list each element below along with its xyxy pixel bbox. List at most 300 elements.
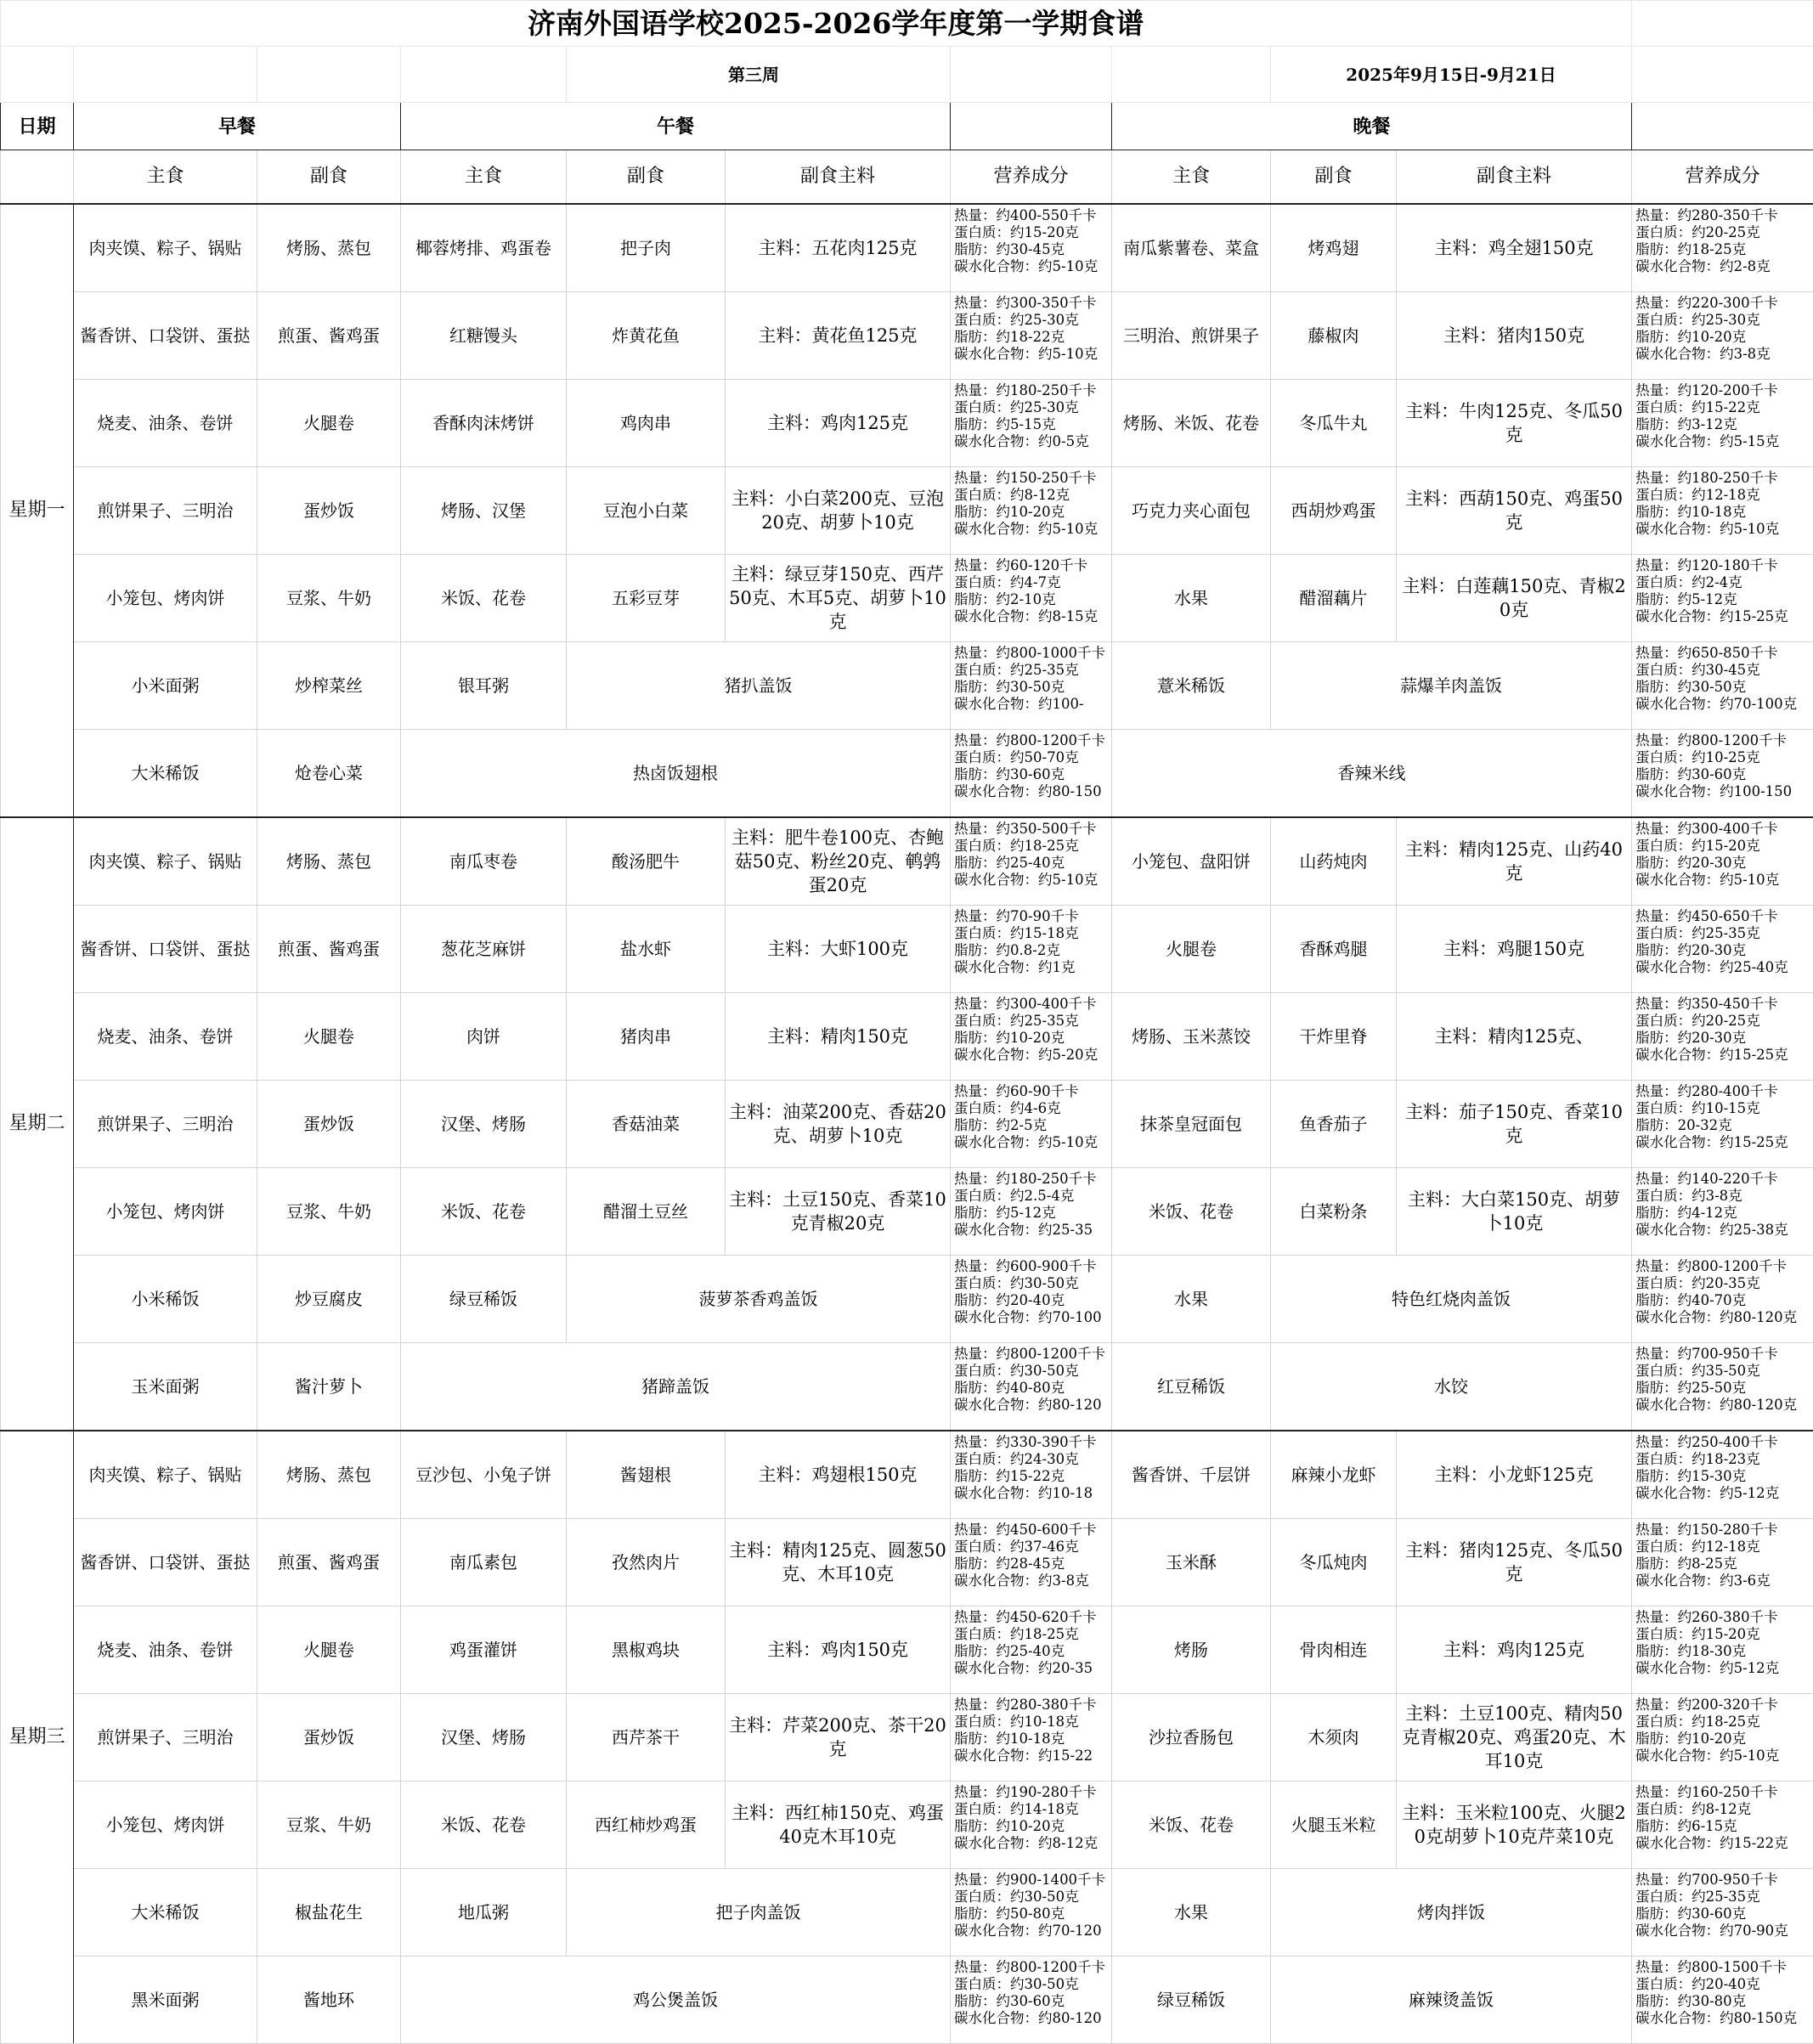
lunch-ingredients: 主料：鸡肉150克 [726, 1606, 951, 1694]
nutrition-line: 脂肪：约30-50克 [954, 679, 1110, 696]
nutrition-line: 脂肪：约18-25克 [1635, 241, 1811, 258]
empty-cell [951, 47, 1112, 103]
menu-row [1, 1256, 1813, 1343]
lunch-nutrition [951, 1694, 1112, 1781]
nutrition-line: 碳水化合物：约0-5克 [954, 433, 1110, 450]
nutrition-line: 碳水化合物：约3-8克 [954, 1573, 1110, 1589]
lunch-nutrition [951, 906, 1112, 993]
lunch-ingredients: 主料：黄花鱼125克 [726, 292, 951, 380]
dinner-main: 火腿卷 [1112, 906, 1271, 993]
breakfast-main: 酱香饼、口袋饼、蛋挞 [74, 292, 257, 380]
empty-cell [1632, 47, 1813, 103]
day-label: 星期二 [1, 817, 74, 1431]
nutrition-line: 热量：约150-280千卡 [1635, 1522, 1811, 1539]
nutrition-line: 热量：约800-1500千卡 [1635, 1959, 1811, 1976]
dinner-side: 冬瓜牛丸 [1271, 380, 1397, 467]
nutrition-line: 蛋白质：约25-35克 [1635, 925, 1811, 942]
lunch-nutrition [951, 730, 1112, 818]
dinner-nutrition [1632, 1694, 1813, 1781]
dinner-main: 水果 [1112, 555, 1271, 642]
dinner-nutrition [1632, 467, 1813, 555]
nutrition-line: 热量：约180-250千卡 [954, 382, 1110, 399]
nutrition-line: 蛋白质：约12-18克 [1635, 1539, 1811, 1556]
nutrition-line: 碳水化合物：约5-10克 [954, 521, 1110, 538]
nutrition-line: 脂肪：约28-45克 [954, 1556, 1110, 1573]
dinner-ingredients-header: 副食主料 [1397, 150, 1632, 205]
nutrition-line: 脂肪：约30-45克 [954, 241, 1110, 258]
nutrition-line: 脂肪：约30-60克 [954, 766, 1110, 783]
lunch-combo: 猪蹄盖饭 [401, 1343, 951, 1431]
lunch-nutrition [951, 1256, 1112, 1343]
menu-row [1, 1956, 1813, 2044]
nutrition-line: 热量：约800-1200千卡 [954, 1959, 1110, 1976]
nutrition-line: 热量：约260-380千卡 [1635, 1609, 1811, 1626]
dinner-nutrition [1632, 1168, 1813, 1256]
breakfast-side: 火腿卷 [257, 993, 401, 1081]
menu-row [1, 380, 1813, 467]
nutrition-line: 蛋白质：约15-18克 [954, 925, 1110, 942]
breakfast-main: 小笼包、烤肉饼 [74, 1781, 257, 1869]
nutrition-line: 碳水化合物：约3-6克 [1635, 1573, 1811, 1589]
nutrition-line: 脂肪：约25-50克 [1635, 1380, 1811, 1397]
nutrition-line: 碳水化合物：约5-12克 [1635, 1485, 1811, 1502]
lunch-nutrition [951, 817, 1112, 906]
menu-row [1, 993, 1813, 1081]
lunch-ingredients: 主料：精肉150克 [726, 993, 951, 1081]
nutrition-line: 碳水化合物：约15-22 [954, 1748, 1110, 1765]
dinner-ingredients: 主料：精肉125克、山药40克 [1397, 817, 1632, 906]
lunch-combo: 把子肉盖饭 [567, 1869, 951, 1956]
nutrition-line: 碳水化合物：约25-35 [954, 1222, 1110, 1239]
nutrition-line: 热量：约180-250千卡 [1635, 470, 1811, 487]
dinner-main: 水果 [1112, 1869, 1271, 1956]
lunch-ingredients: 主料：油菜200克、香菇20克、胡萝卜10克 [726, 1081, 951, 1168]
dinner-main: 烤肠、玉米蒸饺 [1112, 993, 1271, 1081]
day-label: 星期三 [1, 1431, 74, 2044]
nutrition-line: 热量：约600-900千卡 [954, 1258, 1110, 1275]
nutrition-line: 碳水化合物：约100-150 [1635, 783, 1811, 800]
dinner-combo: 香辣米线 [1112, 730, 1632, 818]
nutrition-line: 脂肪：20-32克 [1635, 1117, 1811, 1134]
nutrition-line: 热量：约800-1200千卡 [954, 1346, 1110, 1363]
menu-row [1, 292, 1813, 380]
nutrition-line: 蛋白质：约2-4克 [1635, 574, 1811, 591]
lunch-main: 鸡蛋灌饼 [401, 1606, 567, 1694]
nutrition-line: 热量：约450-620千卡 [954, 1609, 1110, 1626]
menu-row [1, 1343, 1813, 1431]
lunch-nutrition [951, 1431, 1112, 1519]
nutrition-line: 热量：约700-950千卡 [1635, 1346, 1811, 1363]
nutrition-line: 碳水化合物：约70-90克 [1635, 1923, 1811, 1940]
nutrition-line: 蛋白质：约37-46克 [954, 1539, 1110, 1556]
lunch-nutrition [951, 380, 1112, 467]
breakfast-side: 豆浆、牛奶 [257, 1781, 401, 1869]
lunch-ingredients: 主料：小白菜200克、豆泡20克、胡萝卜10克 [726, 467, 951, 555]
breakfast-side: 蛋炒饭 [257, 1694, 401, 1781]
dinner-nutrition [1632, 730, 1813, 818]
breakfast-main: 小笼包、烤肉饼 [74, 1168, 257, 1256]
dinner-ingredients: 主料：精肉125克、 [1397, 993, 1632, 1081]
nutrition-line: 热量：约220-300千卡 [1635, 295, 1811, 312]
nutrition-line: 蛋白质：约15-20克 [954, 224, 1110, 241]
dinner-side: 麻辣小龙虾 [1271, 1431, 1397, 1519]
lunch-side: 猪肉串 [567, 993, 726, 1081]
breakfast-side: 炝卷心菜 [257, 730, 401, 818]
lunch-main: 红糖馒头 [401, 292, 567, 380]
dinner-nutrition [1632, 1343, 1813, 1431]
nutrition-line: 碳水化合物：约80-120克 [1635, 1309, 1811, 1326]
nutrition-line: 脂肪：约20-30克 [1635, 942, 1811, 959]
nutrition-line: 热量：约300-400千卡 [1635, 821, 1811, 838]
breakfast-main: 煎饼果子、三明治 [74, 467, 257, 555]
menu-row [1, 555, 1813, 642]
breakfast-main: 小米稀饭 [74, 1256, 257, 1343]
breakfast-side: 煎蛋、酱鸡蛋 [257, 1519, 401, 1606]
nutrition-line: 蛋白质：约10-25克 [1635, 749, 1811, 766]
nutrition-line: 碳水化合物：约15-25克 [1635, 1047, 1811, 1064]
nutrition-line: 脂肪：约15-22克 [954, 1468, 1110, 1485]
nutrition-line: 热量：约280-350千卡 [1635, 207, 1811, 224]
empty-cell [401, 47, 567, 103]
lunch-main: 米饭、花卷 [401, 555, 567, 642]
page-title: 济南外国语学校2025-2026学年度第一学期食谱 [1, 1, 1632, 47]
breakfast-main: 肉夹馍、粽子、锅贴 [74, 817, 257, 906]
nutrition-line: 碳水化合物：约80-120 [954, 2010, 1110, 2027]
menu-row [1, 817, 1813, 906]
lunch-ingredients: 主料：土豆150克、香菜10克青椒20克 [726, 1168, 951, 1256]
nutrition-line: 脂肪：约6-15克 [1635, 1818, 1811, 1835]
nutrition-line: 碳水化合物：约2-8克 [1635, 258, 1811, 275]
dinner-side: 醋溜藕片 [1271, 555, 1397, 642]
nutrition-line: 脂肪：约10-20克 [1635, 329, 1811, 346]
dinner-nutrition-header: 营养成分 [1632, 150, 1813, 205]
nutrition-line: 热量：约190-280千卡 [954, 1784, 1110, 1801]
nutrition-line: 碳水化合物：约5-10克 [1635, 1748, 1811, 1765]
dinner-ingredients: 主料：猪肉125克、冬瓜50克 [1397, 1519, 1632, 1606]
lunch-main: 银耳粥 [401, 642, 567, 730]
lunch-main: 地瓜粥 [401, 1869, 567, 1956]
dinner-nutrition [1632, 993, 1813, 1081]
empty-cell [951, 103, 1112, 150]
nutrition-line: 热量：约800-1000千卡 [954, 645, 1110, 662]
lunch-nutrition [951, 467, 1112, 555]
dinner-ingredients: 主料：牛肉125克、冬瓜50克 [1397, 380, 1632, 467]
nutrition-line: 热量：约800-1200千卡 [954, 732, 1110, 749]
nutrition-line: 热量：约60-90千卡 [954, 1083, 1110, 1100]
dinner-main: 米饭、花卷 [1112, 1781, 1271, 1869]
nutrition-line: 蛋白质：约20-35克 [1635, 1275, 1811, 1292]
lunch-main: 汉堡、烤肠 [401, 1694, 567, 1781]
lunch-side: 香菇油菜 [567, 1081, 726, 1168]
lunch-nutrition [951, 993, 1112, 1081]
nutrition-line: 蛋白质：约30-45克 [1635, 662, 1811, 679]
nutrition-line: 脂肪：约30-60克 [1635, 766, 1811, 783]
nutrition-line: 蛋白质：约30-50克 [954, 1275, 1110, 1292]
breakfast-side: 火腿卷 [257, 380, 401, 467]
dinner-side: 香酥鸡腿 [1271, 906, 1397, 993]
nutrition-line: 热量：约350-500千卡 [954, 821, 1110, 838]
menu-row [1, 1519, 1813, 1606]
lunch-side: 酱翅根 [567, 1431, 726, 1519]
breakfast-side: 烤肠、蒸包 [257, 204, 401, 292]
dinner-nutrition [1632, 380, 1813, 467]
nutrition-line: 蛋白质：约20-25克 [1635, 224, 1811, 241]
menu-row [1, 1869, 1813, 1956]
nutrition-line: 热量：约800-1200千卡 [1635, 1258, 1811, 1275]
lunch-nutrition [951, 204, 1112, 292]
nutrition-line: 脂肪：约4-12克 [1635, 1205, 1811, 1222]
nutrition-line: 热量：约60-120千卡 [954, 557, 1110, 574]
nutrition-line: 蛋白质：约30-50克 [954, 1363, 1110, 1380]
nutrition-line: 热量：约120-200千卡 [1635, 382, 1811, 399]
lunch-nutrition-header: 营养成分 [951, 150, 1112, 205]
lunch-ingredients: 主料：鸡肉125克 [726, 380, 951, 467]
nutrition-line: 蛋白质：约25-30克 [1635, 312, 1811, 329]
breakfast-main: 黑米面粥 [74, 1956, 257, 2044]
nutrition-line: 脂肪：约10-18克 [1635, 504, 1811, 521]
nutrition-line: 蛋白质：约18-25克 [954, 1626, 1110, 1643]
nutrition-line: 碳水化合物：约25-38克 [1635, 1222, 1811, 1239]
nutrition-line: 热量：约300-350千卡 [954, 295, 1110, 312]
breakfast-side: 烤肠、蒸包 [257, 1431, 401, 1519]
date-range: 2025年9月15日-9月21日 [1271, 47, 1632, 103]
menu-row [1, 906, 1813, 993]
lunch-side: 盐水虾 [567, 906, 726, 993]
breakfast-side: 炒豆腐皮 [257, 1256, 401, 1343]
breakfast-main: 烧麦、油条、卷饼 [74, 1606, 257, 1694]
menu-row [1, 730, 1813, 818]
nutrition-line: 碳水化合物：约80-120 [954, 1397, 1110, 1414]
nutrition-line: 碳水化合物：约3-8克 [1635, 346, 1811, 363]
breakfast-side: 椒盐花生 [257, 1869, 401, 1956]
breakfast-main: 煎饼果子、三明治 [74, 1081, 257, 1168]
nutrition-line: 脂肪：约50-80克 [954, 1906, 1110, 1923]
dinner-ingredients: 主料：白莲藕150克、青椒20克 [1397, 555, 1632, 642]
nutrition-line: 热量：约280-400千卡 [1635, 1083, 1811, 1100]
lunch-side: 孜然肉片 [567, 1519, 726, 1606]
dinner-main: 水果 [1112, 1256, 1271, 1343]
dinner-main: 绿豆稀饭 [1112, 1956, 1271, 2044]
breakfast-side: 酱地环 [257, 1956, 401, 2044]
dinner-ingredients: 主料：鸡肉125克 [1397, 1606, 1632, 1694]
nutrition-line: 脂肪：约20-30克 [1635, 1030, 1811, 1047]
breakfast-header: 早餐 [74, 103, 401, 150]
nutrition-line: 碳水化合物：约10-18 [954, 1485, 1110, 1502]
nutrition-line: 碳水化合物：约5-15克 [1635, 433, 1811, 450]
nutrition-line: 蛋白质：约25-30克 [954, 399, 1110, 416]
nutrition-line: 脂肪：约10-20克 [954, 504, 1110, 521]
nutrition-line: 脂肪：约30-80克 [1635, 1993, 1811, 2010]
nutrition-line: 脂肪：约20-40克 [954, 1292, 1110, 1309]
empty-cell [1632, 1, 1813, 47]
lunch-nutrition [951, 555, 1112, 642]
dinner-main: 酱香饼、千层饼 [1112, 1431, 1271, 1519]
lunch-main: 烤肠、汉堡 [401, 467, 567, 555]
dinner-ingredients: 主料：大白菜150克、胡萝卜10克 [1397, 1168, 1632, 1256]
nutrition-line: 蛋白质：约18-25克 [954, 838, 1110, 855]
nutrition-line: 碳水化合物：约15-22克 [1635, 1835, 1811, 1852]
nutrition-line: 蛋白质：约24-30克 [954, 1451, 1110, 1468]
lunch-nutrition [951, 292, 1112, 380]
nutrition-line: 脂肪：约30-60克 [954, 1993, 1110, 2010]
week-label: 第三周 [567, 47, 951, 103]
lunch-main: 香酥肉沫烤饼 [401, 380, 567, 467]
nutrition-line: 脂肪：约18-22克 [954, 329, 1110, 346]
dinner-side: 干炸里脊 [1271, 993, 1397, 1081]
lunch-nutrition [951, 1869, 1112, 1956]
nutrition-line: 脂肪：约25-40克 [954, 855, 1110, 872]
lunch-main-header: 主食 [401, 150, 567, 205]
lunch-side: 酸汤肥牛 [567, 817, 726, 906]
dinner-ingredients: 主料：茄子150克、香菜10克 [1397, 1081, 1632, 1168]
breakfast-main: 肉夹馍、粽子、锅贴 [74, 1431, 257, 1519]
lunch-side: 西芹茶干 [567, 1694, 726, 1781]
dinner-main: 烤肠、米饭、花卷 [1112, 380, 1271, 467]
nutrition-line: 碳水化合物：约5-10克 [1635, 521, 1811, 538]
dinner-nutrition [1632, 642, 1813, 730]
nutrition-line: 脂肪：约10-20克 [954, 1818, 1110, 1835]
nutrition-line: 热量：约280-380千卡 [954, 1697, 1110, 1714]
lunch-side: 炸黄花鱼 [567, 292, 726, 380]
lunch-main: 肉饼 [401, 993, 567, 1081]
nutrition-line: 热量：约140-220千卡 [1635, 1171, 1811, 1188]
lunch-nutrition [951, 1168, 1112, 1256]
nutrition-line: 碳水化合物：约5-10克 [954, 258, 1110, 275]
lunch-ingredients: 主料：大虾100克 [726, 906, 951, 993]
dinner-nutrition [1632, 1081, 1813, 1168]
nutrition-line: 脂肪：约3-12克 [1635, 416, 1811, 433]
dinner-main: 小笼包、盘阳饼 [1112, 817, 1271, 906]
nutrition-line: 碳水化合物：约1克 [954, 959, 1110, 976]
breakfast-side: 煎蛋、酱鸡蛋 [257, 906, 401, 993]
nutrition-line: 蛋白质：约18-25克 [1635, 1714, 1811, 1731]
dinner-ingredients: 主料：猪肉150克 [1397, 292, 1632, 380]
dinner-side: 骨肉相连 [1271, 1606, 1397, 1694]
lunch-ingredients-header: 副食主料 [726, 150, 951, 205]
nutrition-line: 碳水化合物：约5-10克 [954, 346, 1110, 363]
nutrition-line: 脂肪：约8-25克 [1635, 1556, 1811, 1573]
dinner-combo: 水饺 [1271, 1343, 1632, 1431]
nutrition-line: 蛋白质：约8-12克 [1635, 1801, 1811, 1818]
breakfast-main: 酱香饼、口袋饼、蛋挞 [74, 906, 257, 993]
lunch-nutrition [951, 1343, 1112, 1431]
breakfast-main: 大米稀饭 [74, 1869, 257, 1956]
nutrition-line: 热量：约900-1400千卡 [954, 1872, 1110, 1889]
dinner-nutrition [1632, 1256, 1813, 1343]
nutrition-line: 蛋白质：约30-50克 [954, 1976, 1110, 1993]
dinner-nutrition [1632, 1956, 1813, 2044]
nutrition-line: 脂肪：约30-60克 [1635, 1906, 1811, 1923]
day-label: 星期一 [1, 204, 74, 817]
nutrition-line: 蛋白质：约18-23克 [1635, 1451, 1811, 1468]
breakfast-main-header: 主食 [74, 150, 257, 205]
empty-cell [1, 47, 74, 103]
nutrition-line: 碳水化合物：约25-40克 [1635, 959, 1811, 976]
nutrition-line: 脂肪：约2-5克 [954, 1117, 1110, 1134]
dinner-side: 西胡炒鸡蛋 [1271, 467, 1397, 555]
nutrition-line: 热量：约700-950千卡 [1635, 1872, 1811, 1889]
menu-row [1, 1168, 1813, 1256]
nutrition-line: 脂肪：约5-12克 [954, 1205, 1110, 1222]
lunch-side-header: 副食 [567, 150, 726, 205]
nutrition-line: 蛋白质：约8-12克 [954, 487, 1110, 504]
nutrition-line: 脂肪：约20-30克 [1635, 855, 1811, 872]
nutrition-line: 碳水化合物：约8-12克 [954, 1835, 1110, 1852]
dinner-nutrition [1632, 1431, 1813, 1519]
dinner-main: 红豆稀饭 [1112, 1343, 1271, 1431]
dinner-nutrition [1632, 906, 1813, 993]
nutrition-line: 热量：约120-180千卡 [1635, 557, 1811, 574]
lunch-nutrition [951, 1606, 1112, 1694]
nutrition-line: 热量：约180-250千卡 [954, 1171, 1110, 1188]
dinner-nutrition [1632, 204, 1813, 292]
menu-row [1, 1606, 1813, 1694]
nutrition-line: 碳水化合物：约100- [954, 696, 1110, 713]
dinner-main: 南瓜紫薯卷、菜盒 [1112, 204, 1271, 292]
menu-row [1, 1081, 1813, 1168]
lunch-ingredients: 主料：芹菜200克、茶干20克 [726, 1694, 951, 1781]
lunch-side: 五彩豆芽 [567, 555, 726, 642]
nutrition-line: 蛋白质：约20-40克 [1635, 1976, 1811, 1993]
nutrition-line: 脂肪：约18-30克 [1635, 1643, 1811, 1660]
breakfast-main: 大米稀饭 [74, 730, 257, 818]
nutrition-line: 脂肪：约30-50克 [1635, 679, 1811, 696]
dinner-nutrition [1632, 1606, 1813, 1694]
dinner-ingredients: 主料：鸡全翅150克 [1397, 204, 1632, 292]
empty-cell [1632, 103, 1813, 150]
dinner-ingredients: 主料：鸡腿150克 [1397, 906, 1632, 993]
nutrition-line: 热量：约160-250千卡 [1635, 1784, 1811, 1801]
nutrition-line: 脂肪：约5-12克 [1635, 591, 1811, 608]
nutrition-line: 蛋白质：约25-35克 [954, 1013, 1110, 1030]
nutrition-line: 碳水化合物：约20-35 [954, 1660, 1110, 1677]
lunch-ingredients: 主料：精肉125克、圆葱50克、木耳10克 [726, 1519, 951, 1606]
nutrition-line: 碳水化合物：约70-100克 [1635, 696, 1811, 713]
nutrition-line: 脂肪：约10-18克 [954, 1731, 1110, 1748]
breakfast-side: 蛋炒饭 [257, 1081, 401, 1168]
dinner-nutrition [1632, 1519, 1813, 1606]
lunch-combo: 热卤饭翅根 [401, 730, 951, 818]
nutrition-line: 碳水化合物：约80-120克 [1635, 1397, 1811, 1414]
nutrition-line: 蛋白质：约50-70克 [954, 749, 1110, 766]
empty-cell [1112, 47, 1271, 103]
lunch-combo: 猪扒盖饭 [567, 642, 951, 730]
nutrition-line: 碳水化合物：约5-12克 [1635, 1660, 1811, 1677]
nutrition-line: 热量：约450-600千卡 [954, 1522, 1110, 1539]
lunch-side: 黑椒鸡块 [567, 1606, 726, 1694]
nutrition-line: 热量：约250-400千卡 [1635, 1434, 1811, 1451]
lunch-main: 汉堡、烤肠 [401, 1081, 567, 1168]
dinner-main: 沙拉香肠包 [1112, 1694, 1271, 1781]
nutrition-line: 蛋白质：约10-18克 [954, 1714, 1110, 1731]
dinner-side: 冬瓜炖肉 [1271, 1519, 1397, 1606]
lunch-combo: 菠萝茶香鸡盖饭 [567, 1256, 951, 1343]
nutrition-line: 脂肪：约25-40克 [954, 1643, 1110, 1660]
nutrition-line: 热量：约350-450千卡 [1635, 996, 1811, 1013]
breakfast-side: 豆浆、牛奶 [257, 1168, 401, 1256]
empty-cell [1, 150, 74, 205]
dinner-ingredients: 主料：玉米粒100克、火腿20克胡萝卜10克芹菜10克 [1397, 1781, 1632, 1869]
nutrition-line: 脂肪：约40-70克 [1635, 1292, 1811, 1309]
nutrition-line: 碳水化合物：约5-10克 [954, 872, 1110, 889]
dinner-main: 米饭、花卷 [1112, 1168, 1271, 1256]
nutrition-line: 蛋白质：约15-22克 [1635, 399, 1811, 416]
nutrition-line: 蛋白质：约15-20克 [1635, 838, 1811, 855]
nutrition-line: 脂肪：约10-20克 [954, 1030, 1110, 1047]
lunch-side: 醋溜土豆丝 [567, 1168, 726, 1256]
dinner-nutrition [1632, 817, 1813, 906]
nutrition-line: 热量：约70-90千卡 [954, 908, 1110, 925]
